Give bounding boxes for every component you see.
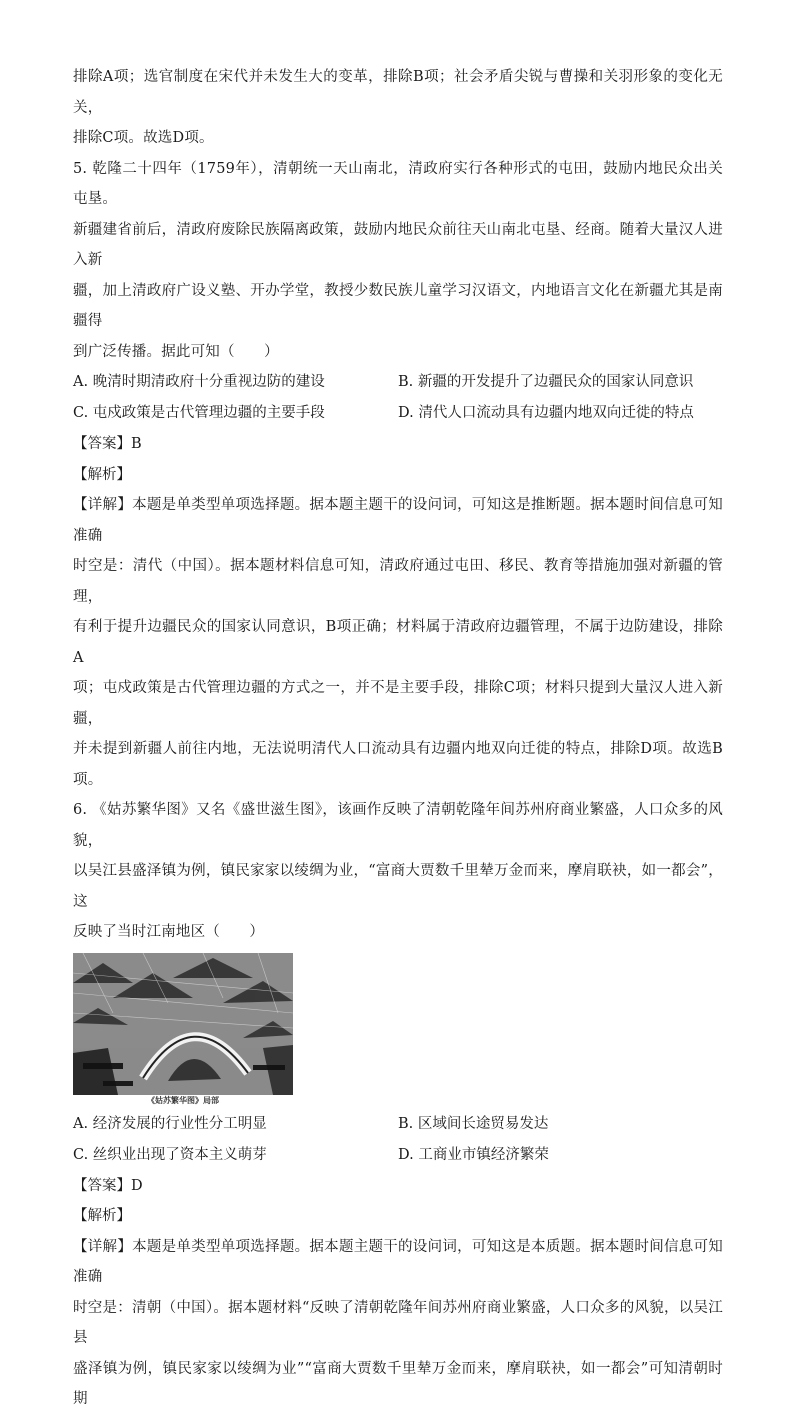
document-page [73,62,723,1415]
q5-option-b: B. 新疆的开发提升了边疆民众的国家认同意识 [398,374,694,390]
q5-detail-line-5: 并未提到新疆人前往内地，无法说明清代人口流动具有边疆内地双向迁徙的特点，排除D项。故选B项。 [73,741,723,788]
q5-stem-line-2: 新疆建省前后，清政府废除民族隔离政策，鼓励内地民众前往天山南北屯垦、经商。随着大量汉人进入新 [73,221,723,268]
q6-detail-line-1: 【详解】本题是单类型单项选择题。据本题主题干的设问词，可知这是本质题。据本题时间信息可知准确 [73,1238,723,1285]
q6-options [73,1109,723,1171]
q6-stem-line-1: 6. 《姑苏繁华图》又名《盛世滋生图》，该画作反映了清朝乾隆年间苏州府商业繁盛，人口众多的风貌， [73,802,723,849]
q5-detail-line-1: 【详解】本题是单类型单项选择题。据本题主题干的设问词，可知这是推断题。据本题时间信息可知准确 [73,497,723,544]
q5-option-a: A. 晚清时期清政府十分重视边防的建设 [73,374,325,390]
q6-option-b: B. 区域间长途贸易发达 [398,1115,549,1132]
q6-option-c: C. 丝织业出现了资本主义萌芽 [73,1146,267,1163]
painting-caption: 《姑苏繁华图》局部 [147,1095,219,1105]
q6-stem-line-2: 以吴江县盛泽镇为例，镇民家家以绫绸为业，“富商大贾数千里辇万金而来，摩肩联袂，如一都会”，这 [73,863,723,910]
q5-stem-line-3: 疆，加上清政府广设义塾、开办学堂，教授少数民族儿童学习汉语文，内地语言文化在新疆尤其是南疆得 [73,282,723,329]
painting-image [73,953,293,1095]
question-6 [73,795,723,1415]
q5-stem-line-1: 5. 乾隆二十四年（1759年），清朝统一天山南北，清政府实行各种形式的屯田，鼓励内地民众出关屯垦。 [73,160,723,207]
q5-detail-line-2: 时空是：清代（中国）。据本题材料信息可知，清政府通过屯田、移民、教育等措施加强对新疆的管理， [73,558,723,605]
q5-detail-line-3: 有利于提升边疆民众的国家认同意识，B项正确；材料属于清政府边疆管理，不属于边防建设，排除A [73,619,723,666]
q5-answer: 【答案】B [73,436,142,452]
q5-stem-line-4: 到广泛传播。据此可知（ ） [73,343,279,360]
q5-detail-line-4: 项；屯戍政策是古代管理边疆的方式之一，并不是主要手段，排除C项；材料只提到大量汉人进入新疆， [73,680,723,727]
q5-options [73,367,723,429]
question-5 [73,154,723,796]
q6-analysis-label: 【解析】 [73,1208,131,1224]
q6-stem-line-3: 反映了当时江南地区（ ） [73,924,265,940]
prev-analysis-line-2: 排除C项。故选D项。 [73,130,214,146]
painting-figure [73,953,293,1107]
q6-detail-line-3: 盛泽镇为例，镇民家家以绫绸为业”“富商大贾数千里辇万金而来，摩肩联袂，如一都会”可知清朝时期 [73,1360,723,1407]
q5-option-c: C. 屯戍政策是古代管理边疆的主要手段 [73,405,325,421]
q5-option-d: D. 清代人口流动具有边疆内地双向迁徙的特点 [398,405,694,421]
q6-option-d: D. 工商业市镇经济繁荣 [398,1146,549,1163]
q6-detail-line-2: 时空是：清朝（中国）。据本题材料“反映了清朝乾隆年间苏州府商业繁盛，人口众多的风貌，以吴江县 [73,1299,723,1346]
q5-analysis-label: 【解析】 [73,466,131,483]
q6-option-a: A. 经济发展的行业性分工明显 [73,1115,267,1132]
prev-analysis-line-1: 排除A项；选官制度在宋代并未发生大的变革，排除B项；社会矛盾尖锐与曹操和关羽形象的变化无关， [73,69,723,116]
q6-answer: 【答案】D [73,1177,143,1194]
